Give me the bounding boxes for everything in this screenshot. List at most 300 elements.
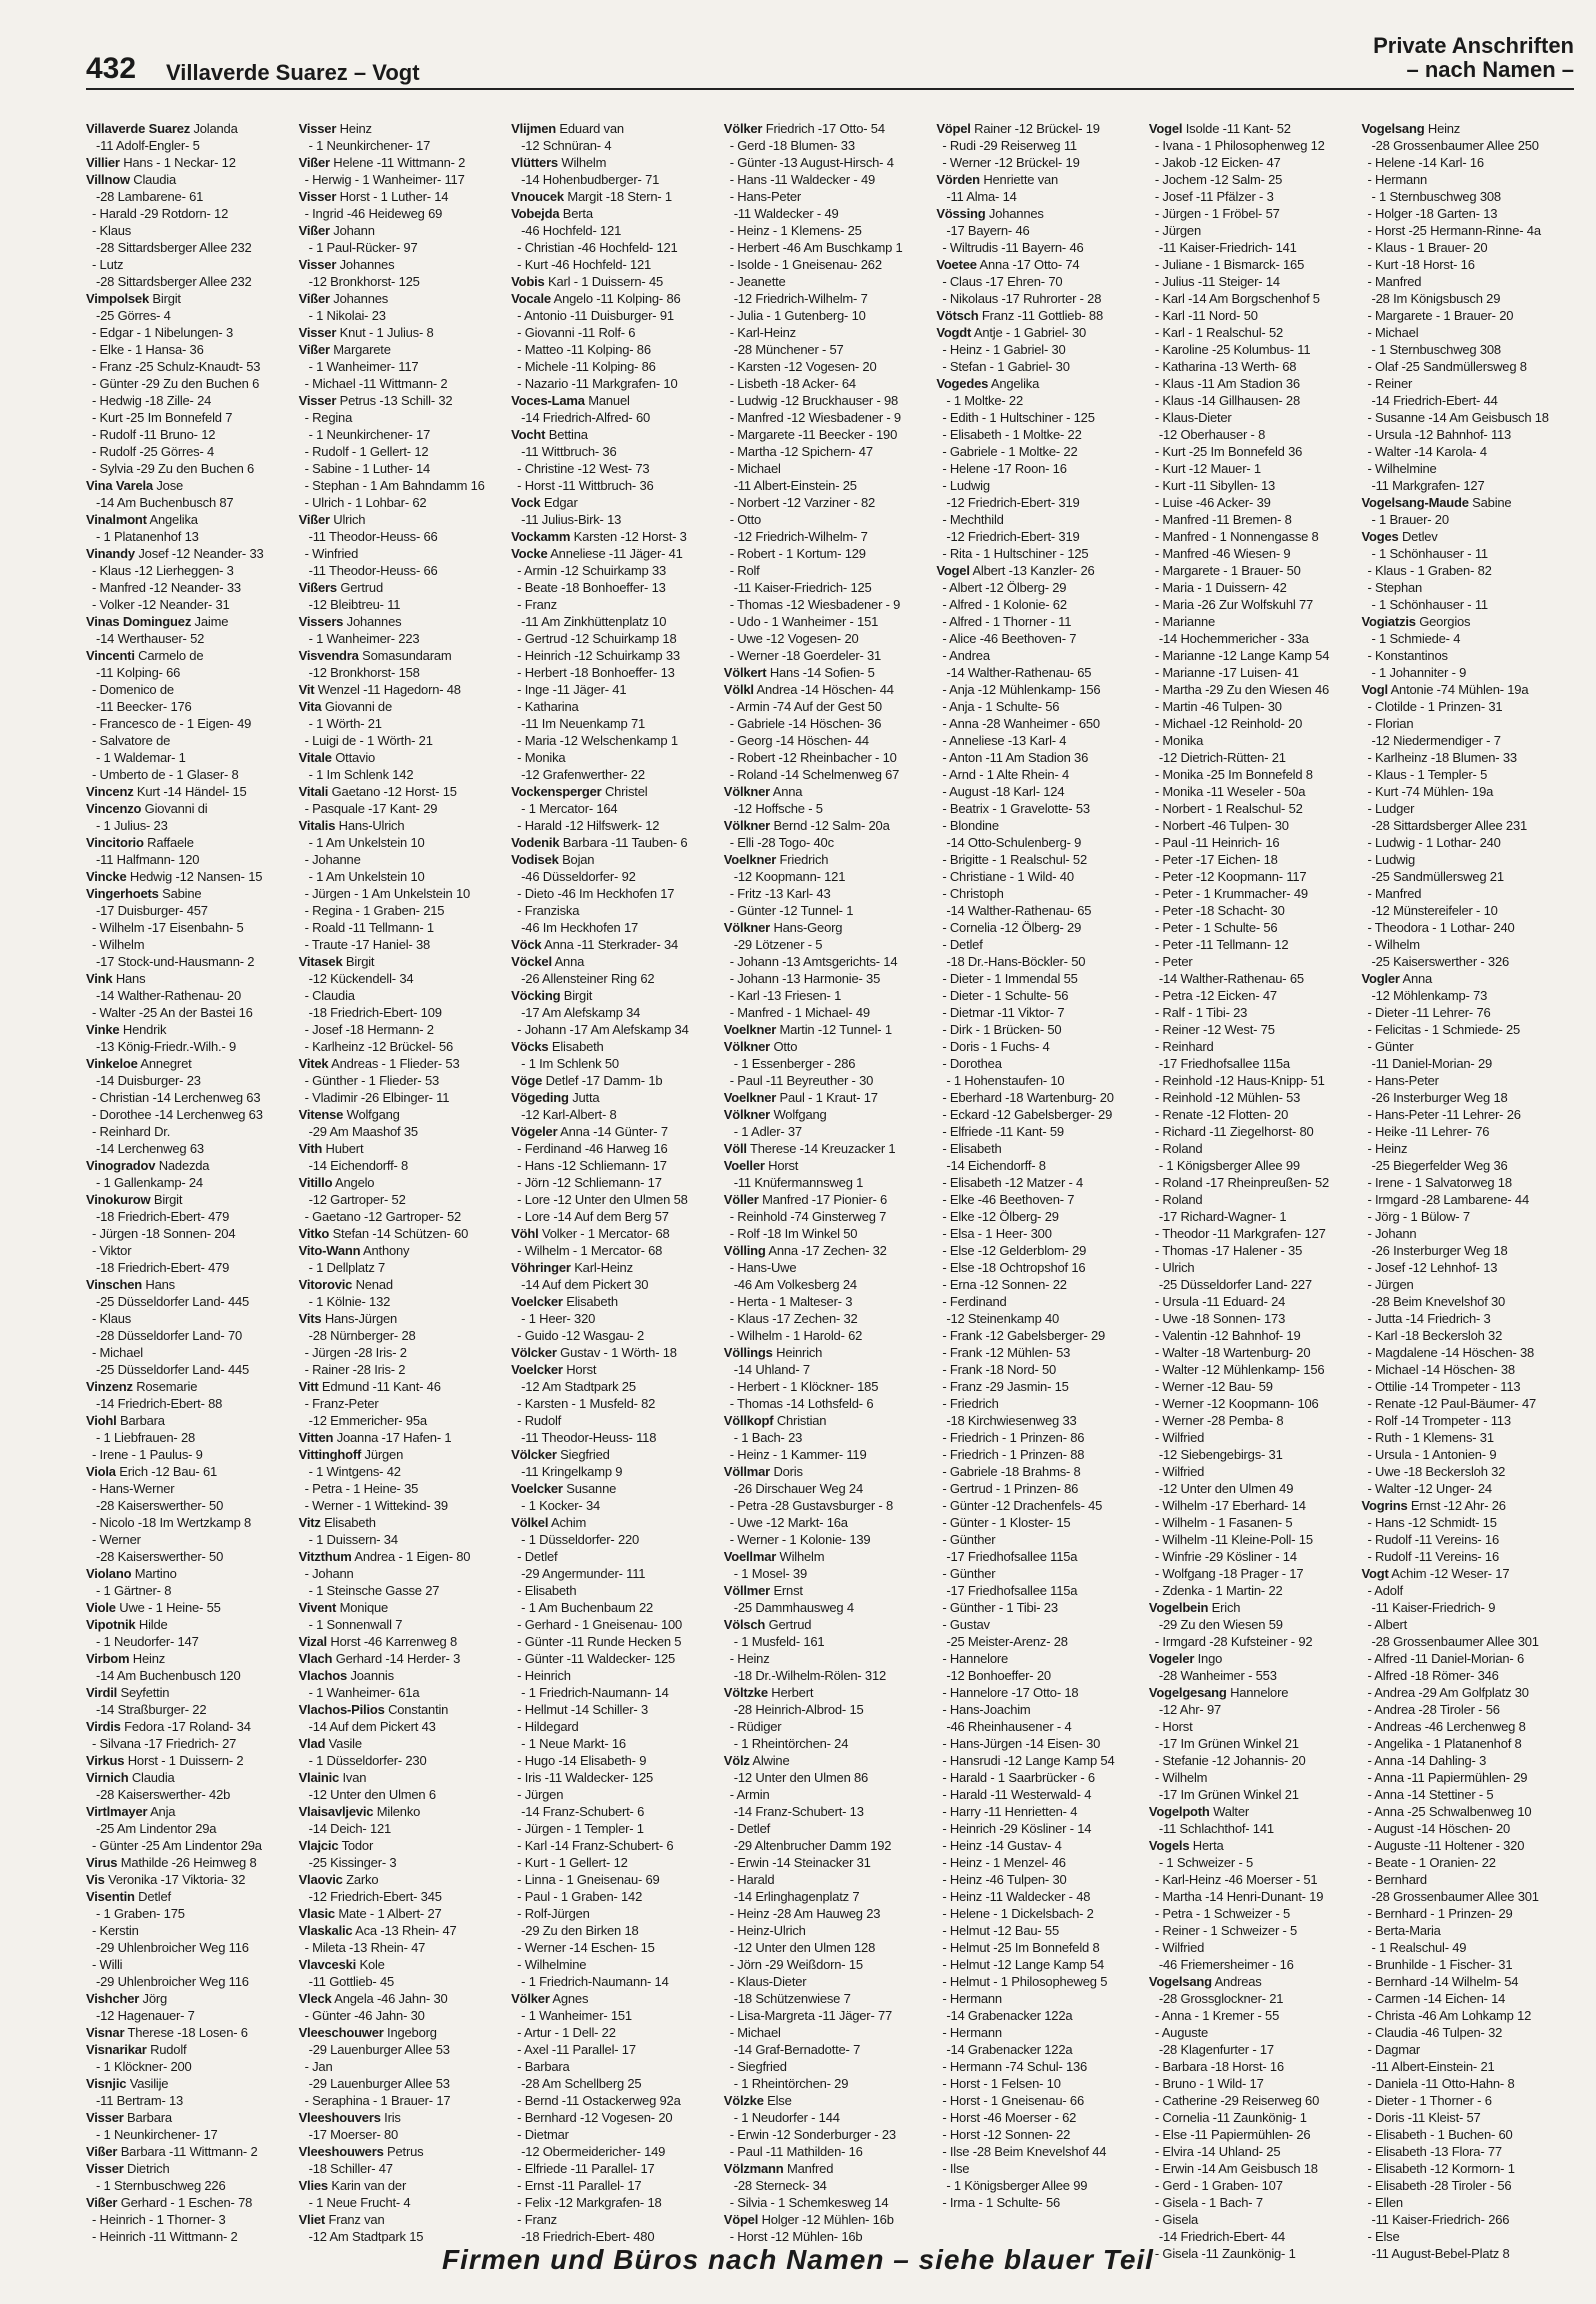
entry-text: - 1 Dellplatz 7 <box>308 1260 386 1275</box>
entry-surname: Vitz <box>298 1515 321 1530</box>
entry-text: - Hans-Peter <box>1367 1073 1439 1088</box>
directory-entry <box>1361 749 1564 766</box>
directory-entry <box>1149 1973 1352 1990</box>
entry-text: -11 Albert-Einstein- 21 <box>1371 2059 1495 2074</box>
directory-entry <box>86 1803 289 1820</box>
directory-entry <box>936 715 1139 732</box>
directory-entry <box>86 1276 289 1293</box>
directory-entry <box>299 987 502 1004</box>
directory-entry <box>1149 1939 1352 1956</box>
entry-surname: Vogl <box>1361 682 1388 697</box>
directory-entry <box>1149 1854 1352 1871</box>
directory-entry <box>936 1820 1139 1837</box>
entry-text: - Hans-Joachim <box>942 1702 1031 1717</box>
entry-text: - Anton -11 Am Stadion 36 <box>942 750 1089 765</box>
entry-text: - Martha -14 Henri-Dunant- 19 <box>1154 1889 1324 1904</box>
directory-entry <box>1149 1565 1352 1582</box>
directory-column-6 <box>1148 120 1362 2261</box>
entry-text: -11 Kringelkamp 9 <box>521 1464 623 1479</box>
entry-text: - Maria -26 Zur Wolfskuhl 77 <box>1154 597 1314 612</box>
entry-text: - Armin -12 Schuirkamp 33 <box>517 563 667 578</box>
entry-text: - Roland <box>1154 1192 1203 1207</box>
entry-surname: Voelkner <box>723 852 777 867</box>
entry-text: - Ursula - 1 Antonien- 9 <box>1367 1447 1497 1462</box>
entry-text: - Bernhard <box>1367 1872 1427 1887</box>
directory-entry <box>724 936 927 953</box>
entry-text: Edmund -11 Kant- 46 <box>321 1379 441 1394</box>
directory-entry <box>299 188 502 205</box>
entry-text: Henriette van <box>983 172 1059 187</box>
entry-text: -11 Albert-Einstein- 25 <box>733 478 857 493</box>
directory-entry <box>936 1208 1139 1225</box>
entry-text: - Peter - 1 Schulte- 56 <box>1154 920 1278 935</box>
directory-entry <box>511 137 714 154</box>
directory-entry <box>299 630 502 647</box>
directory-entry <box>1361 2160 1564 2177</box>
directory-entry <box>724 2143 927 2160</box>
entry-surname: Vincenzo <box>86 801 142 816</box>
entry-text: Therese -14 Kreuzacker 1 <box>749 1141 896 1156</box>
entry-text: - Frank -12 Gabelsberger- 29 <box>942 1328 1106 1343</box>
entry-surname: Visser <box>298 325 337 340</box>
entry-text: Ingo <box>1197 1651 1223 1666</box>
directory-entry <box>1149 562 1352 579</box>
entry-surname: Völkl <box>723 682 754 697</box>
entry-text: -12 Friedrich-Ebert- 319 <box>946 529 1080 544</box>
directory-entry <box>1149 1361 1352 1378</box>
directory-entry <box>724 188 927 205</box>
entry-text: Angelika <box>149 512 198 527</box>
entry-text: Heinz <box>1427 121 1461 136</box>
directory-entry <box>299 2041 502 2058</box>
entry-text: Elisabeth <box>566 1294 618 1309</box>
directory-entry <box>86 1922 289 1939</box>
entry-surname: Vitense <box>298 1107 344 1122</box>
directory-entry <box>86 1038 289 1055</box>
directory-entry <box>86 1327 289 1344</box>
directory-entry <box>1361 1599 1564 1616</box>
directory-entry <box>1149 987 1352 1004</box>
entry-text: - Hermann <box>942 1991 1002 2006</box>
entry-text: - Alice -46 Beethoven- 7 <box>942 631 1077 646</box>
entry-text: Jürgen <box>364 1447 404 1462</box>
entry-text: - Hans-Uwe <box>729 1260 797 1275</box>
directory-entry <box>1149 1582 1352 1599</box>
directory-entry <box>724 1004 927 1021</box>
directory-entry <box>1361 1038 1564 1055</box>
directory-entry <box>299 919 502 936</box>
entry-text: -14 Duisburger- 23 <box>96 1073 201 1088</box>
entry-text: - Auguste -11 Holtener - 320 <box>1367 1838 1525 1853</box>
entry-text: Hedwig -12 Nansen- 15 <box>129 869 263 884</box>
directory-entry <box>936 919 1139 936</box>
entry-text: Seyfettin <box>120 1685 170 1700</box>
directory-entry <box>299 392 502 409</box>
directory-entry <box>86 222 289 239</box>
directory-entry <box>299 1803 502 1820</box>
entry-surname: Vitzthum <box>298 1549 352 1564</box>
directory-entry <box>86 2092 289 2109</box>
entry-surname: Völl <box>723 1141 747 1156</box>
entry-text: - Jürgen - 1 Templer- 1 <box>517 1821 644 1836</box>
entry-text: - 1 Im Schlenk 50 <box>521 1056 619 1071</box>
directory-entry <box>511 1208 714 1225</box>
directory-entry <box>724 443 927 460</box>
entry-surname: Vogiatzis <box>1361 614 1416 629</box>
entry-text: -46 Friemersheimer - 16 <box>1158 1957 1294 1972</box>
entry-text: - Francesco de - 1 Eigen- 49 <box>92 716 252 731</box>
entry-text: - Michael <box>729 2025 781 2040</box>
entry-text: -11 Theodor-Heuss- 66 <box>308 563 438 578</box>
directory-entry <box>299 1837 502 1854</box>
entry-text: - 1 Gallenkamp- 24 <box>96 1175 203 1190</box>
entry-text: - Klaus-Dieter <box>1154 410 1232 425</box>
directory-column-7 <box>1361 120 1574 2261</box>
directory-entry <box>86 1157 289 1174</box>
entry-surname: Vitek <box>298 1056 329 1071</box>
entry-text: -28 Düsseldorfer Land- 70 <box>96 1328 243 1343</box>
entry-text: -11 Adolf-Engler- 5 <box>96 138 200 153</box>
entry-text: - Margarete - 1 Brauer- 20 <box>1367 308 1514 323</box>
directory-entry <box>724 902 927 919</box>
directory-entry <box>936 1344 1139 1361</box>
entry-text: - Erwin -12 Sonderburger - 23 <box>729 2127 896 2142</box>
directory-entry <box>1361 1327 1564 1344</box>
entry-text: -12 Am Stadtpark 15 <box>308 2229 424 2244</box>
directory-entry <box>299 2092 502 2109</box>
entry-text: - Erna -12 Sonnen- 22 <box>942 1277 1067 1292</box>
entry-text: -14 Otto-Schulenberg- 9 <box>946 835 1082 850</box>
directory-entry <box>1361 1480 1564 1497</box>
entry-text: - 1 Musfeld- 161 <box>733 1634 825 1649</box>
entry-text: Manfred <box>786 2161 834 2176</box>
directory-entry <box>724 1378 927 1395</box>
entry-text: - Elisabeth -28 Tiroler - 56 <box>1367 2178 1512 2193</box>
entry-text: -29 Uhlenbroicher Weg 116 <box>96 1940 249 1955</box>
directory-entry <box>511 715 714 732</box>
entry-text: Anna <box>554 954 585 969</box>
directory-entry <box>1149 2007 1352 2024</box>
directory-entry <box>1361 1140 1564 1157</box>
entry-text: Birgit <box>563 988 593 1003</box>
entry-text: -14 Auf dem Pickert 43 <box>308 1719 436 1734</box>
entry-text: - Dirk - 1 Brücken- 50 <box>942 1022 1062 1037</box>
directory-entry <box>724 885 927 902</box>
entry-text: - Friedrich - 1 Prinzen- 88 <box>942 1447 1085 1462</box>
entry-text: - Monika -25 Im Bonnefeld 8 <box>1154 767 1313 782</box>
entry-text: Barbara <box>127 2110 172 2125</box>
entry-text: - Alfred - 1 Kolonie- 62 <box>942 597 1067 612</box>
directory-entry <box>511 1939 714 1956</box>
directory-entry <box>1361 409 1564 426</box>
directory-entry <box>724 630 927 647</box>
directory-entry <box>1149 222 1352 239</box>
entry-surname: Vitorovic <box>298 1277 353 1292</box>
entry-text: Wolfgang <box>773 1107 827 1122</box>
directory-entry <box>86 2126 289 2143</box>
entry-text: -11 Julius-Birk- 13 <box>521 512 622 527</box>
entry-text: Angelo <box>335 1175 375 1190</box>
directory-entry <box>1361 1718 1564 1735</box>
directory-entry <box>936 766 1139 783</box>
directory-entry <box>86 1888 289 1905</box>
entry-surname: Vogt <box>1361 1566 1389 1581</box>
entry-text: Dietrich <box>127 2161 170 2176</box>
entry-text: - Karoline -25 Kolumbus- 11 <box>1154 342 1311 357</box>
entry-text: Manuel <box>588 393 630 408</box>
entry-text: Horst <box>768 1158 799 1173</box>
directory-entry <box>1361 2194 1564 2211</box>
entry-text: - Regina <box>304 410 353 425</box>
directory-entry <box>936 1684 1139 1701</box>
entry-surname: Vocke <box>511 546 548 561</box>
entry-surname: Virtlmayer <box>86 1804 148 1819</box>
entry-text: - Antonio -11 Duisburger- 91 <box>517 308 674 323</box>
directory-entry <box>1361 1633 1564 1650</box>
entry-text: - 1 Sternbuschweg 308 <box>1371 189 1501 204</box>
entry-text: -18 Friedrich-Ebert- 109 <box>308 1005 442 1020</box>
entry-text: - Cornelia -11 Zaunkönig- 1 <box>1154 2110 1307 2125</box>
entry-text: - Manfred -12 Neander- 33 <box>92 580 241 595</box>
entry-surname: Völkner <box>723 920 771 935</box>
entry-surname: Völsch <box>723 1617 766 1632</box>
entry-surname: Vincenti <box>86 648 135 663</box>
entry-surname: Voelcker <box>511 1362 563 1377</box>
directory-entry <box>511 902 714 919</box>
entry-text: Hendrik <box>122 1022 167 1037</box>
entry-surname: Vißer <box>298 223 330 238</box>
directory-entry <box>86 1769 289 1786</box>
directory-entry <box>936 800 1139 817</box>
directory-entry <box>299 120 502 137</box>
entry-text: - Wilhelm - 1 Mercator- 68 <box>517 1243 663 1258</box>
entry-text: - 1 Im Schlenk 142 <box>308 767 414 782</box>
directory-entry <box>1149 1871 1352 1888</box>
directory-entry <box>1361 647 1564 664</box>
directory-entry <box>724 1463 927 1480</box>
entry-text: Jolanda <box>193 121 238 136</box>
entry-text: -12 Unter den Ulmen 128 <box>733 1940 876 1955</box>
entry-text: - Iris -11 Waldecker- 125 <box>517 1770 654 1785</box>
entry-text: - Jürgen <box>1367 1277 1414 1292</box>
entry-text: - Rudolf -25 Görres- 4 <box>92 444 215 459</box>
directory-entry <box>511 936 714 953</box>
directory-entry <box>936 2126 1139 2143</box>
entry-text: - 1 Düsseldorfer- 220 <box>521 1532 640 1547</box>
directory-entry <box>1149 1259 1352 1276</box>
entry-text: - Werner -18 Goerdeler- 31 <box>729 648 882 663</box>
entry-text: Gerhard - 1 Eschen- 78 <box>120 2195 253 2210</box>
directory-entry <box>299 766 502 783</box>
directory-entry <box>86 1718 289 1735</box>
entry-surname: Vitalis <box>298 818 336 833</box>
entry-surname: Vitasek <box>298 954 343 969</box>
entry-text: -17 Im Grünen Winkel 21 <box>1158 1787 1299 1802</box>
directory-entry <box>1361 528 1564 545</box>
entry-text: -17 Friedhofsallee 115a <box>946 1549 1078 1564</box>
entry-text: -12 Schnüran- 4 <box>521 138 612 153</box>
entry-text: Karl-Heinz <box>574 1260 633 1275</box>
directory-entry <box>299 426 502 443</box>
entry-text: Carmelo de <box>138 648 204 663</box>
directory-entry <box>511 545 714 562</box>
directory-entry <box>511 1310 714 1327</box>
entry-text: - Roald -11 Tellmann- 1 <box>304 920 434 935</box>
entry-text: - Anja -12 Mühlenkamp- 156 <box>942 682 1101 697</box>
entry-text: - Udo - 1 Wanheimer - 151 <box>729 614 879 629</box>
entry-text: - 1 Neunkirchener- 17 <box>308 427 431 442</box>
entry-text: - Ursula -11 Eduard- 24 <box>1154 1294 1286 1309</box>
directory-entry <box>1361 2075 1564 2092</box>
entry-text: - Gabriele -14 Höschen- 36 <box>729 716 882 731</box>
entry-text: - Sabine - 1 Luther- 14 <box>304 461 431 476</box>
entry-text: - Ferdinand -46 Harweg 16 <box>517 1141 668 1156</box>
entry-surname: Völkner <box>723 784 771 799</box>
directory-entry <box>86 766 289 783</box>
entry-text: - Hansrudi -12 Lange Kamp 54 <box>942 1753 1115 1768</box>
directory-entry <box>1361 1463 1564 1480</box>
directory-entry <box>1361 1072 1564 1089</box>
entry-text: - Horst -25 Hermann-Rinne- 4a <box>1367 223 1541 238</box>
directory-entry <box>511 1463 714 1480</box>
entry-text: - Helmut -12 Lange Kamp 54 <box>942 1957 1105 1972</box>
entry-text: - Ulrich <box>1154 1260 1195 1275</box>
directory-entry <box>1361 1888 1564 1905</box>
entry-text: - Bernhard - 1 Prinzen- 29 <box>1367 1906 1513 1921</box>
entry-text: - Gaetano -12 Gartroper- 52 <box>304 1209 462 1224</box>
entry-text: Aca -13 Rhein- 47 <box>355 1923 457 1938</box>
entry-text: - Hans -12 Schmidt- 15 <box>1367 1515 1497 1530</box>
directory-entry <box>511 1344 714 1361</box>
entry-text: - Roland -17 Rheinpreußen- 52 <box>1154 1175 1330 1190</box>
entry-text: - Nazario -11 Markgrafen- 10 <box>517 376 678 391</box>
entry-text: - Ludwig <box>1367 852 1416 867</box>
directory-entry <box>1361 1820 1564 1837</box>
directory-entry <box>936 851 1139 868</box>
directory-entry <box>511 290 714 307</box>
directory-entry <box>86 137 289 154</box>
directory-entry <box>724 2126 927 2143</box>
entry-surname: Vißer <box>86 2144 118 2159</box>
directory-entry <box>511 1718 714 1735</box>
directory-entry <box>724 528 927 545</box>
entry-text: - 1 Am Unkelstein 10 <box>308 869 425 884</box>
directory-entry <box>1149 1956 1352 1973</box>
entry-text: - Franz-Peter <box>304 1396 379 1411</box>
directory-entry <box>86 375 289 392</box>
entry-text: Anna -17 Zechen- 32 <box>768 1243 887 1258</box>
entry-text: - Reinhold -12 Mühlen- 53 <box>1154 1090 1301 1105</box>
directory-entry <box>86 511 289 528</box>
entry-text: - Anja - 1 Schulte- 56 <box>942 699 1060 714</box>
directory-entry <box>511 1905 714 1922</box>
directory-entry <box>299 1123 502 1140</box>
directory-entry <box>724 1123 927 1140</box>
entry-text: Hans - 1 Neckar- 12 <box>123 155 236 170</box>
entry-text: Barbara -11 Tauben- 6 <box>562 835 688 850</box>
entry-text: Hilde <box>138 1617 168 1632</box>
directory-entry <box>1361 1021 1564 1038</box>
entry-text: Achim -12 Weser- 17 <box>1391 1566 1510 1581</box>
directory-entry <box>724 256 927 273</box>
directory-entry <box>724 783 927 800</box>
entry-text: - Hans -12 Schliemann- 17 <box>517 1158 667 1173</box>
entry-text: -29 Am Maashof 35 <box>308 1124 418 1139</box>
entry-text: -14 Grabenacker 122a <box>946 2008 1073 2023</box>
directory-entry <box>936 630 1139 647</box>
directory-entry <box>511 630 714 647</box>
entry-text: - Maria - 1 Duissern- 42 <box>1154 580 1287 595</box>
directory-entry <box>299 1684 502 1701</box>
entry-text: - Klaus -14 Gillhausen- 28 <box>1154 393 1300 408</box>
entry-text: - Johann <box>1367 1226 1417 1241</box>
directory-entry <box>1149 579 1352 596</box>
directory-entry <box>299 749 502 766</box>
directory-entry <box>724 2228 927 2245</box>
directory-entry <box>1149 1004 1352 1021</box>
entry-text: - Klaus - 1 Templer- 5 <box>1367 767 1488 782</box>
entry-text: - Karl -14 Am Borgschenhof 5 <box>1154 291 1320 306</box>
entry-text: - Andrea -29 Am Golfplatz 30 <box>1367 1685 1529 1700</box>
entry-text: Agnes <box>552 1991 589 2006</box>
directory-entry <box>86 2211 289 2228</box>
entry-surname: Vogelbein <box>1148 1600 1209 1615</box>
directory-entry <box>1361 1956 1564 1973</box>
entry-text: Achim <box>550 1515 587 1530</box>
entry-text: - Margarete - 1 Brauer- 50 <box>1154 563 1301 578</box>
entry-text: - Jürgen <box>1154 223 1201 238</box>
directory-entry <box>86 443 289 460</box>
footer-note: Firmen und Büros nach Namen – siehe blauer Teil <box>442 2244 1154 2275</box>
directory-entry <box>511 1429 714 1446</box>
directory-entry <box>511 1990 714 2007</box>
directory-entry <box>299 494 502 511</box>
entry-text: -14 Hochemmericher - 33a <box>1158 631 1309 646</box>
entry-text: - Günter -25 Am Lindentor 29a <box>92 1838 262 1853</box>
entry-text: Detlev <box>1401 529 1438 544</box>
directory-entry <box>1361 1395 1564 1412</box>
entry-text: - Uwe -18 Sonnen- 173 <box>1154 1311 1286 1326</box>
directory-entry <box>1149 1378 1352 1395</box>
entry-text: - Frank -18 Nord- 50 <box>942 1362 1057 1377</box>
entry-text: - 1 Rheintörchen- 24 <box>733 1736 849 1751</box>
directory-entry <box>1149 1242 1352 1259</box>
entry-surname: Virdis <box>86 1719 121 1734</box>
directory-entry <box>511 1242 714 1259</box>
directory-entry <box>936 460 1139 477</box>
entry-surname: Vocht <box>511 427 546 442</box>
entry-text: - August -18 Karl- 124 <box>942 784 1065 799</box>
entry-text: - Günter -11 Waldecker- 125 <box>517 1651 676 1666</box>
directory-entry <box>724 120 927 137</box>
entry-text: - Martin -46 Tulpen- 30 <box>1154 699 1282 714</box>
directory-entry <box>1361 1157 1564 1174</box>
entry-text: - Heinrich <box>517 1668 571 1683</box>
directory-entry <box>511 273 714 290</box>
directory-entry <box>86 290 289 307</box>
directory-entry <box>86 1514 289 1531</box>
directory-entry <box>936 1463 1139 1480</box>
directory-entry <box>1361 1191 1564 1208</box>
entry-text: -25 Düsseldorfer Land- 445 <box>96 1294 250 1309</box>
entry-surname: Vingerhoets <box>86 886 159 901</box>
directory-entry <box>86 1497 289 1514</box>
entry-text: - Reinhold -74 Ginsterweg 7 <box>729 1209 887 1224</box>
entry-text: Hans <box>145 1277 175 1292</box>
directory-entry <box>1361 2041 1564 2058</box>
entry-text: - Josef -11 Pfälzer - 3 <box>1154 189 1274 204</box>
entry-surname: Vogel <box>936 563 970 578</box>
